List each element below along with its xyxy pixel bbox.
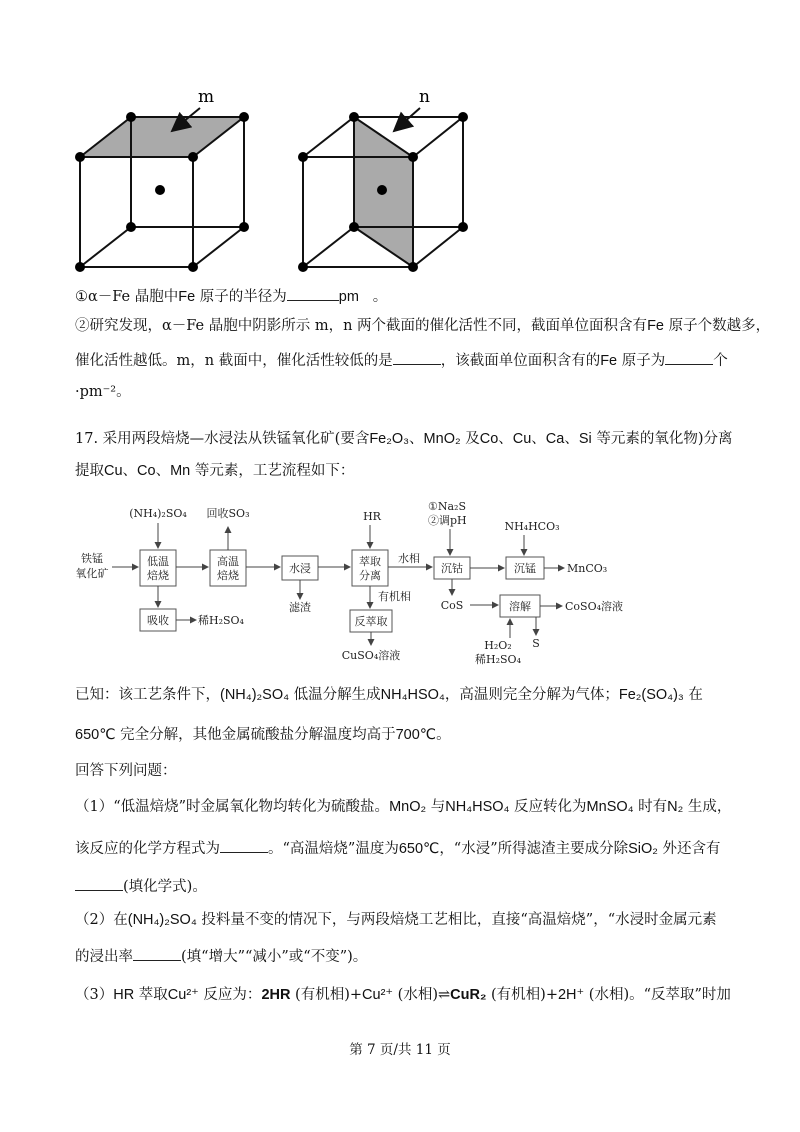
flow-nh4hco3: NH₄HCO₃: [504, 520, 560, 533]
known-line2: 650℃ 完全分解，其他金属硫酸盐分解温度均高于700℃。: [75, 727, 451, 743]
flow-dilute-h2so4-2: 稀H₂SO₄: [475, 653, 521, 666]
flow-cos: CoS: [440, 599, 464, 612]
cube-m: [75, 108, 249, 272]
q2-line1: （2）在(NH₄)₂SO₄ 投料量不变的情况下，与两段焙烧工艺相比，直接“高温焙烧”，“水浸时金属元素: [75, 912, 717, 928]
answer-blank[interactable]: [665, 349, 713, 365]
flow-coso4: CoSO₄溶液: [565, 600, 624, 613]
q17-intro-line1: 17. 采用两段焙烧—水浸法从铁锰氧化矿(要含Fe₂O₃、MnO₂ 及Co、Cu、Ca、Si 等元素的氧化物)分离: [75, 431, 733, 447]
answer-blank[interactable]: [75, 875, 123, 891]
flow-ore-1: 铁锰: [81, 552, 103, 565]
svg-text:沉钴: 沉钴: [441, 562, 463, 575]
answer-blank[interactable]: [220, 837, 268, 853]
q1-line3: (填化学式)。: [75, 875, 207, 897]
flow-residue: 滤渣: [289, 601, 311, 614]
svg-text:焙烧: 焙烧: [147, 569, 169, 582]
page-footer: 第 7 页/共 11 页: [349, 1042, 451, 1058]
flow-aqueous: 水相: [398, 552, 420, 565]
flow-hr: HR: [363, 510, 381, 523]
q1-line1: （1）“低温焙烧”时金属氧化物均转化为硫酸盐。MnO₂ 与NH₄HSO₄ 反应转化为MnSO₄ 时有N₂ 生成，: [75, 799, 732, 815]
answer-blank[interactable]: [133, 945, 181, 961]
cube-n-label: n: [419, 87, 430, 107]
flow-mnco3: MnCO₃: [567, 562, 608, 575]
q16-part1: ①α－Fe 晶胞中Fe 原子的半径为 pm 。: [75, 285, 387, 307]
process-flow-diagram: [0, 495, 800, 670]
q17-intro-line2: 提取Cu、Co、Mn 等元素，工艺流程如下：: [75, 463, 355, 479]
svg-text:反萃取: 反萃取: [354, 615, 388, 628]
flow-ph: ②调pH: [428, 514, 467, 527]
svg-text:焙烧: 焙烧: [217, 569, 239, 582]
flow-nh4so4: (NH₄)₂SO₄: [129, 507, 187, 520]
answer-blank[interactable]: [393, 349, 441, 365]
answer-blank[interactable]: [287, 285, 339, 301]
svg-text:低温: 低温: [147, 555, 169, 568]
svg-text:溶解: 溶解: [509, 600, 531, 613]
svg-text:水浸: 水浸: [289, 562, 311, 575]
flow-ore-2: 氧化矿: [75, 567, 109, 580]
flow-h2o2: H₂O₂: [484, 639, 512, 652]
flow-cuso4: CuSO₄溶液: [341, 649, 401, 662]
q16-part2-line3: ·pm⁻²。: [75, 384, 131, 400]
svg-text:萃取: 萃取: [359, 555, 381, 568]
svg-text:沉锰: 沉锰: [514, 562, 536, 575]
crystal-cell-figures: [0, 0, 800, 290]
svg-text:高温: 高温: [217, 555, 239, 568]
q1-line2: 该反应的化学方程式为 。“高温焙烧”温度为650℃，“水浸”所得滤渣主要成分除SiO₂ 外还含有: [75, 837, 721, 859]
known-line1: 已知：该工艺条件下，(NH₄)₂SO₄ 低温分解生成NH₄HSO₄，高温则完全分解为气体；Fe₂(SO₄)₃ 在: [75, 687, 703, 703]
flow-na2s: ①Na₂S: [428, 500, 466, 513]
svg-text:吸收: 吸收: [147, 614, 169, 627]
flow-organic: 有机相: [378, 590, 411, 603]
flow-s: S: [532, 637, 540, 650]
q16-part2-line2: 催化活性越低。m，n 截面中，催化活性较低的是 ，该截面单位面积含有的Fe 原子为 个: [75, 349, 728, 371]
q2-line2: 的浸出率 (填“增大”“减小”或“不变”)。: [75, 945, 367, 967]
flow-recover-so3: 回收SO₃: [206, 507, 250, 520]
q16-part2-line1: ②研究发现，α－Fe 晶胞中阴影所示 m，n 两个截面的催化活性不同，截面单位面积含有Fe 原子个数越多，: [75, 318, 771, 334]
answer-prompt: 回答下列问题：: [75, 763, 177, 779]
svg-text:分离: 分离: [359, 569, 381, 582]
cube-m-label: m: [198, 87, 215, 107]
cube-n: [298, 108, 468, 272]
flow-dilute-h2so4: 稀H₂SO₄: [198, 614, 244, 627]
q3-line1: （3）HR 萃取Cu²⁺ 反应为：2HR (有机相)+Cu²⁺ (水相)⇌CuR₂ (有机相)+2H⁺ (水相)。“反萃取”时加: [75, 987, 731, 1003]
